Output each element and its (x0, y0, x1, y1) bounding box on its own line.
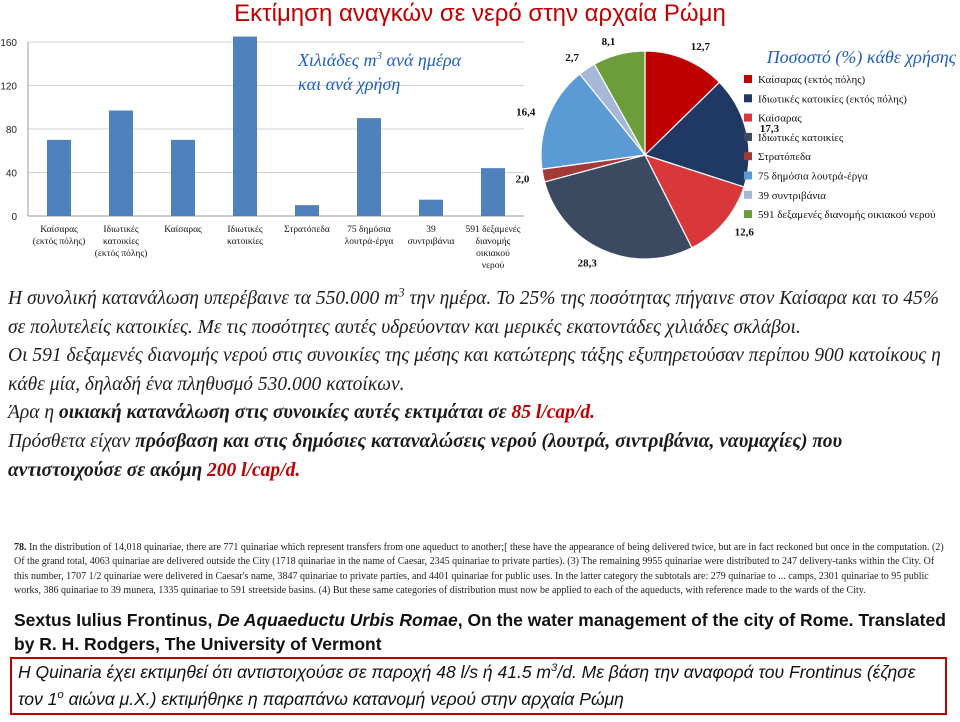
legend-swatch (744, 152, 752, 160)
legend-swatch (744, 114, 752, 122)
slice-label: 12,6 (734, 226, 754, 239)
bar (233, 37, 257, 216)
x-tick-label: (εκτός πόλης) (94, 249, 148, 259)
citation-work: De Aquaeductu Urbis Romae (217, 610, 458, 630)
x-tick-label: 591 δεξαμενές (465, 225, 521, 235)
legend-label: 39 συντριβάνια (758, 189, 827, 202)
footnote-text: In the distribution of 14,018 quinariae, there are 771 quinariae which represent transfers from one aqueduct to another;[ these have the appearance of being delivered twice, but are in fact reckoned but once in the computation. (2) Of the grand total, 4063 quinariae are delivered outside the City (1718 quinariae in the name of Caesar, 2345 quinariae to private parties). (3) The remaining 9955 quinariae were distributed to 247 delivery-tanks within the City. Of this number, 1707 1/2 quinariae were delivered in Caesar's name, 3847 quinariae to private parties, and 4401 quinariae for public uses. In the latter category the subtotals are: 279 quinariae to ... camps, 2301 quinariae to 95 public works, 386 quinariae to 39 munera, 1335 quinariae to 591 streetside basins. (4) But these same categories of distribution must now be applied to each of the aqueducts, with reference made to the wards of the City. (14, 542, 944, 596)
pie-chart (515, 30, 960, 280)
p1-sup: 3 (398, 285, 405, 300)
citation-author: Sextus Iulius Frontinus, (14, 610, 218, 630)
p4-text: Πρόσθετα είχαν (8, 430, 136, 452)
x-tick-label: Ιδιωτικές (103, 225, 139, 235)
slice-label: 2,7 (565, 52, 580, 65)
paragraph-total (8, 285, 953, 342)
legend-swatch (744, 172, 752, 180)
legend-label: Ιδιωτικές κατοικίες (758, 131, 844, 144)
legend-label: Καίσαρας (758, 112, 802, 125)
slice-label: 28,3 (577, 257, 597, 270)
paragraph-domestic (8, 399, 953, 428)
x-tick-label: 39 (426, 225, 436, 235)
y-tick-label: 160 (0, 38, 17, 49)
citation (14, 608, 954, 656)
legend-label: 591 δεξαμενές διανομής οικιακού νερού (758, 209, 936, 222)
p1-text-rest: την ημέρα. Το 25% της ποσότητας πήγαινε στον Καίσαρα και το 45% σε πολυτελείς κατοικίες. Με τις ποσότητες αυτές υδρεύονταν και μερικές εκατοντάδες χιλιάδες σκλάβοι. (8, 288, 939, 338)
p3-bold: οικιακή κατανάλωση στις συνοικίες αυτές εκτιμάται σε (58, 402, 512, 424)
slice-label: 2,0 (515, 173, 530, 186)
p3-text: Άρα η (8, 402, 59, 424)
y-tick-label: 80 (5, 125, 17, 136)
x-tick-label: Καίσαρας (164, 225, 202, 235)
chart-title: Χιλιάδες $m^3$ ανά ημέρα (298, 50, 462, 70)
note-sup-2: ο (57, 689, 64, 702)
bar-chart (0, 30, 525, 280)
bar (357, 118, 381, 216)
legend-label: 75 δημόσια λουτρά-έργα (758, 170, 868, 183)
paragraph-public (8, 428, 953, 485)
x-tick-label: συντριβάνια (407, 237, 455, 247)
x-tick-label: λουτρά-έργα (344, 237, 394, 247)
x-tick-label: Ιδιωτικές (227, 225, 263, 235)
slice-label: 16,4 (516, 106, 536, 119)
note-box (10, 657, 947, 715)
x-tick-label: κατοικίες (103, 237, 139, 247)
p1-text: Η συνολική κατανάλωση υπερέβαινε τα 550.000 m (8, 288, 399, 309)
y-tick-label: 120 (0, 81, 17, 93)
footnote (14, 541, 949, 598)
bar (481, 168, 505, 216)
bar (419, 200, 443, 216)
bar (171, 140, 195, 216)
slice-label: 8,1 (601, 35, 616, 48)
citation-rest: , On the water management of the city of Rome. Translated by R. H. Rodgers, The University of Vermont (14, 610, 946, 654)
body-text (8, 285, 953, 485)
x-tick-label: (εκτός πόλης) (32, 237, 86, 247)
x-tick-label: οικιακού (476, 249, 510, 259)
page-title: Εκτίμηση αναγκών σε νερό στην αρχαία Ρώμη (234, 0, 726, 27)
p4-bold: πρόσβαση και στις δημόσιες καταναλώσεις νερού (λουτρά, σιντριβάνια, ναυμαχίες) που αντιστοιχούσε σε ακόμη (8, 430, 843, 481)
paragraph-tanks: Οι 591 δεξαμενές διανομής νερού στις συνοικίες της μέσης και κατώτερης τάξης εξυπηρετούσαν περίπου 900 κατοίκους η κάθε μία, δηλαδή ένα πληθυσμό 530.000 κατοίκων. (8, 345, 941, 395)
bar (47, 140, 71, 216)
note-text-3: αιώνα μ.Χ.) εκτιμήθηκε η παραπάνω κατανομή νερού στην αρχαία Ρώμη (63, 689, 624, 709)
p4-value: 200 l/cap/d. (207, 459, 301, 481)
legend-swatch (744, 210, 752, 218)
x-tick-label: κατοικίες (227, 237, 263, 247)
note-text-2: /d. Με βάση την αναφορά του Frontinus (έζησε τον 1 (18, 662, 916, 709)
legend-label: Στρατόπεδα (758, 151, 811, 164)
legend-label: Ιδιωτικές κατοικίες (εκτός πόλης) (758, 93, 907, 106)
slice-label: 12,7 (690, 41, 711, 54)
x-tick-label: Στρατόπεδα (284, 225, 330, 235)
x-tick-label: Καίσαρας (40, 225, 78, 235)
legend-swatch (744, 133, 752, 141)
y-tick-label: 40 (5, 168, 17, 180)
y-tick-label: 0 (11, 212, 17, 223)
x-tick-label: 75 δημόσια (347, 225, 391, 235)
legend-swatch (744, 94, 752, 102)
chart-title-line2: και ανά χρήση (298, 74, 401, 94)
x-tick-label: διανομής (475, 237, 511, 247)
bar (295, 205, 319, 216)
bar (109, 111, 133, 216)
note-sup: 3 (551, 662, 558, 675)
legend-swatch (744, 75, 752, 83)
legend-label: Καίσαρας (εκτός πόλης) (758, 74, 866, 86)
pie-title: Ποσοστό (%) κάθε χρήσης (766, 47, 956, 67)
p3-value: 85 l/cap/d. (511, 402, 595, 424)
x-tick-label: νερού (481, 261, 505, 271)
slice-label: 17,3 (759, 123, 780, 136)
note-text: Η Quinaria έχει εκτιμηθεί ότι αντιστοιχούσε σε παροχή 48 l/s ή 41.5 m (18, 662, 552, 682)
legend-swatch (744, 191, 752, 199)
footnote-number: 78. (14, 542, 27, 553)
